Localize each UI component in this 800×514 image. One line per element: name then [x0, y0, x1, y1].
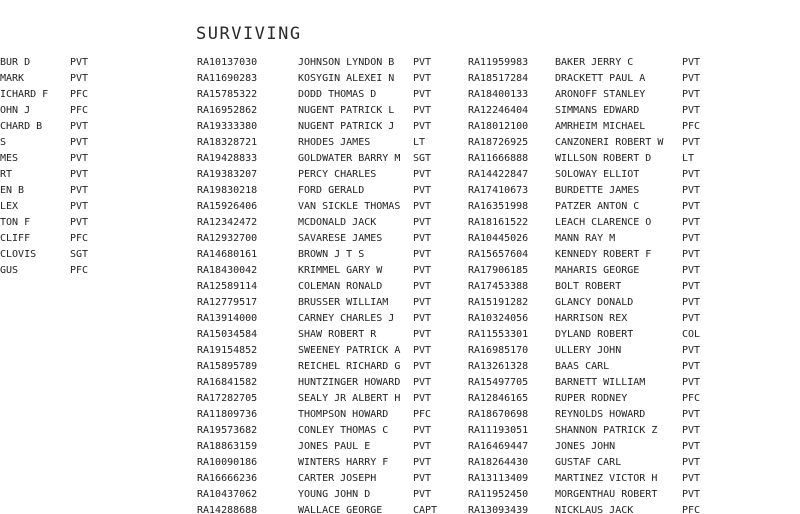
- roster-row: [468, 487, 800, 503]
- serial-number: RA11666888: [468, 153, 529, 164]
- soldier-rank: PVT: [70, 185, 89, 196]
- roster-row: [0, 87, 110, 103]
- serial-number: RA16351998: [468, 201, 529, 212]
- roster-row: [468, 359, 800, 375]
- soldier-name: CONLEY THOMAS C: [298, 425, 389, 436]
- roster-row: [197, 311, 462, 327]
- roster-row: [0, 199, 110, 215]
- soldier-name: DODD THOMAS D: [298, 89, 377, 100]
- serial-number: RA11690283: [197, 73, 258, 84]
- roster-row: [0, 119, 110, 135]
- soldier-name: PATZER ANTON C: [555, 201, 640, 212]
- soldier-rank: PVT: [413, 329, 432, 340]
- roster-row: [0, 71, 110, 87]
- roster-row: [468, 151, 800, 167]
- roster-row: [197, 423, 462, 439]
- soldier-rank: PVT: [413, 313, 432, 324]
- soldier-rank: PVT: [682, 297, 701, 308]
- soldier-rank: PFC: [413, 409, 432, 420]
- soldier-rank: PVT: [413, 73, 432, 84]
- roster-row: [468, 167, 800, 183]
- right-roster-column: [468, 55, 800, 514]
- roster-row: [197, 391, 462, 407]
- soldier-name: SIMMANS EDWARD: [555, 105, 640, 116]
- soldier-name: WALLACE GEORGE: [298, 505, 383, 514]
- roster-row: [468, 279, 800, 295]
- soldier-name: KRIMMEL GARY W: [298, 265, 383, 276]
- roster-row: [468, 423, 800, 439]
- serial-number: RA13093439: [468, 505, 529, 514]
- soldier-rank: PVT: [413, 233, 432, 244]
- soldier-name: KENNEDY ROBERT F: [555, 249, 652, 260]
- soldier-name: MARK: [0, 73, 25, 84]
- roster-row: [197, 295, 462, 311]
- soldier-name: BROWN J T S: [298, 249, 365, 260]
- serial-number: RA17282705: [197, 393, 258, 404]
- serial-number: RA11553301: [468, 329, 529, 340]
- soldier-rank: PVT: [682, 169, 701, 180]
- serial-number: RA19333380: [197, 121, 258, 132]
- roster-row: [468, 103, 800, 119]
- roster-row: [468, 471, 800, 487]
- soldier-name: SHANNON PATRICK Z: [555, 425, 658, 436]
- soldier-name: VAN SICKLE THOMAS: [298, 201, 401, 212]
- serial-number: RA12779517: [197, 297, 258, 308]
- serial-number: RA11952450: [468, 489, 529, 500]
- soldier-name: WINTERS HARRY F: [298, 457, 389, 468]
- soldier-rank: PVT: [682, 185, 701, 196]
- soldier-name: SEALY JR ALBERT H: [298, 393, 401, 404]
- soldier-rank: PVT: [70, 201, 89, 212]
- soldier-rank: PVT: [682, 313, 701, 324]
- soldier-rank: PVT: [413, 441, 432, 452]
- roster-row: [0, 55, 110, 71]
- soldier-rank: PVT: [682, 441, 701, 452]
- serial-number: RA15926406: [197, 201, 258, 212]
- soldier-rank: PVT: [682, 281, 701, 292]
- roster-row: [197, 503, 462, 514]
- roster-row: [468, 71, 800, 87]
- soldier-rank: PVT: [70, 217, 89, 228]
- roster-row: [197, 183, 462, 199]
- soldier-rank: PVT: [682, 425, 701, 436]
- serial-number: RA17410673: [468, 185, 529, 196]
- serial-number: RA13113409: [468, 473, 529, 484]
- soldier-name: GUS: [0, 265, 19, 276]
- soldier-name: DRACKETT PAUL A: [555, 73, 646, 84]
- serial-number: RA18430042: [197, 265, 258, 276]
- soldier-rank: CAPT: [413, 505, 438, 514]
- soldier-rank: PVT: [413, 377, 432, 388]
- soldier-name: TON F: [0, 217, 31, 228]
- serial-number: RA15895789: [197, 361, 258, 372]
- soldier-rank: PVT: [682, 57, 701, 68]
- soldier-name: NUGENT PATRICK J: [298, 121, 395, 132]
- soldier-rank: PVT: [70, 137, 89, 148]
- serial-number: RA10437062: [197, 489, 258, 500]
- soldier-name: JOHNSON LYNDON B: [298, 57, 395, 68]
- roster-row: [197, 455, 462, 471]
- soldier-name: KOSYGIN ALEXEI N: [298, 73, 395, 84]
- roster-row: [468, 199, 800, 215]
- soldier-name: ARONOFF STANLEY: [555, 89, 646, 100]
- serial-number: RA18517284: [468, 73, 529, 84]
- soldier-name: CLOVIS: [0, 249, 37, 260]
- roster-row: [197, 359, 462, 375]
- soldier-rank: PVT: [413, 457, 432, 468]
- soldier-rank: PVT: [682, 345, 701, 356]
- roster-row: [0, 231, 110, 247]
- soldier-name: RHODES JAMES: [298, 137, 371, 148]
- roster-row: [197, 135, 462, 151]
- soldier-rank: SGT: [413, 153, 432, 164]
- soldier-name: MANN RAY M: [555, 233, 616, 244]
- roster-row: [468, 215, 800, 231]
- roster-row: [0, 151, 110, 167]
- middle-roster-column: [197, 55, 462, 514]
- serial-number: RA14422847: [468, 169, 529, 180]
- serial-number: RA13261328: [468, 361, 529, 372]
- serial-number: RA15785322: [197, 89, 258, 100]
- roster-row: [468, 55, 800, 71]
- soldier-rank: PVT: [70, 169, 89, 180]
- page-heading: SURVIVING: [196, 24, 302, 44]
- soldier-rank: PVT: [682, 201, 701, 212]
- serial-number: RA12589114: [197, 281, 258, 292]
- serial-number: RA15657604: [468, 249, 529, 260]
- soldier-name: BAAS CARL: [555, 361, 610, 372]
- soldier-name: CLIFF: [0, 233, 31, 244]
- soldier-rank: PVT: [682, 89, 701, 100]
- roster-row: [197, 327, 462, 343]
- roster-row: [468, 183, 800, 199]
- soldier-name: S: [0, 137, 7, 148]
- soldier-name: BUR D: [0, 57, 31, 68]
- soldier-rank: PVT: [682, 249, 701, 260]
- soldier-rank: PVT: [413, 185, 432, 196]
- soldier-rank: PFC: [682, 393, 701, 404]
- serial-number: RA16469447: [468, 441, 529, 452]
- roster-row: [197, 151, 462, 167]
- serial-number: RA19428833: [197, 153, 258, 164]
- soldier-name: CANZONERI ROBERT W: [555, 137, 664, 148]
- roster-row: [197, 199, 462, 215]
- soldier-rank: PVT: [682, 361, 701, 372]
- soldier-name: GOLDWATER BARRY M: [298, 153, 401, 164]
- soldier-rank: PVT: [682, 377, 701, 388]
- soldier-rank: PVT: [682, 233, 701, 244]
- soldier-name: GUSTAF CARL: [555, 457, 622, 468]
- roster-row: [468, 503, 800, 514]
- soldier-name: EN B: [0, 185, 25, 196]
- soldier-name: NICKLAUS JACK: [555, 505, 634, 514]
- serial-number: RA10137030: [197, 57, 258, 68]
- soldier-rank: PVT: [413, 201, 432, 212]
- roster-row: [468, 263, 800, 279]
- roster-row: [197, 375, 462, 391]
- serial-number: RA10090186: [197, 457, 258, 468]
- roster-row: [197, 231, 462, 247]
- soldier-rank: PVT: [413, 217, 432, 228]
- roster-row: [197, 263, 462, 279]
- soldier-name: RT: [0, 169, 13, 180]
- soldier-rank: PVT: [413, 489, 432, 500]
- serial-number: RA18863159: [197, 441, 258, 452]
- serial-number: RA15034584: [197, 329, 258, 340]
- roster-row: [468, 247, 800, 263]
- roster-row: [197, 55, 462, 71]
- soldier-name: SAVARESE JAMES: [298, 233, 383, 244]
- soldier-name: MARTINEZ VICTOR H: [555, 473, 658, 484]
- soldier-name: COLEMAN RONALD: [298, 281, 383, 292]
- soldier-name: BARNETT WILLIAM: [555, 377, 646, 388]
- roster-row: [197, 343, 462, 359]
- serial-number: RA18670698: [468, 409, 529, 420]
- serial-number: RA10445026: [468, 233, 529, 244]
- serial-number: RA19383207: [197, 169, 258, 180]
- serial-number: RA18328721: [197, 137, 258, 148]
- soldier-rank: PFC: [70, 233, 89, 244]
- roster-row: [197, 247, 462, 263]
- soldier-rank: LT: [413, 137, 426, 148]
- roster-row: [0, 183, 110, 199]
- soldier-name: NUGENT PATRICK L: [298, 105, 395, 116]
- soldier-rank: PFC: [682, 505, 701, 514]
- serial-number: RA19830218: [197, 185, 258, 196]
- soldier-name: CHARD B: [0, 121, 43, 132]
- roster-row: [468, 375, 800, 391]
- soldier-rank: PVT: [70, 153, 89, 164]
- soldier-name: CARNEY CHARLES J: [298, 313, 395, 324]
- soldier-rank: PVT: [413, 393, 432, 404]
- soldier-name: BAKER JERRY C: [555, 57, 634, 68]
- serial-number: RA16952862: [197, 105, 258, 116]
- soldier-rank: PFC: [682, 121, 701, 132]
- roster-row: [468, 135, 800, 151]
- roster-row: [468, 327, 800, 343]
- serial-number: RA13914000: [197, 313, 258, 324]
- serial-number: RA18726925: [468, 137, 529, 148]
- soldier-rank: SGT: [70, 249, 89, 260]
- roster-row: [197, 87, 462, 103]
- roster-row: [0, 103, 110, 119]
- soldier-name: LEX: [0, 201, 19, 212]
- roster-row: [197, 71, 462, 87]
- serial-number: RA15497705: [468, 377, 529, 388]
- soldier-rank: PVT: [413, 169, 432, 180]
- roster-row: [197, 119, 462, 135]
- soldier-rank: PVT: [413, 473, 432, 484]
- soldier-rank: PVT: [413, 121, 432, 132]
- soldier-rank: PVT: [70, 73, 89, 84]
- roster-row: [468, 311, 800, 327]
- soldier-name: LEACH CLARENCE O: [555, 217, 652, 228]
- soldier-name: BOLT ROBERT: [555, 281, 622, 292]
- roster-row: [197, 103, 462, 119]
- roster-row: [197, 215, 462, 231]
- serial-number: RA11193051: [468, 425, 529, 436]
- roster-row: [0, 135, 110, 151]
- soldier-rank: PVT: [413, 345, 432, 356]
- serial-number: RA18161522: [468, 217, 529, 228]
- soldier-rank: LT: [682, 153, 695, 164]
- soldier-name: ULLERY JOHN: [555, 345, 622, 356]
- soldier-name: RUPER RODNEY: [555, 393, 628, 404]
- roster-row: [0, 215, 110, 231]
- soldier-rank: PVT: [682, 137, 701, 148]
- soldier-rank: PVT: [413, 57, 432, 68]
- serial-number: RA16841582: [197, 377, 258, 388]
- soldier-name: REICHEL RICHARD G: [298, 361, 401, 372]
- soldier-rank: PVT: [413, 425, 432, 436]
- soldier-rank: PVT: [413, 281, 432, 292]
- roster-row: [468, 407, 800, 423]
- serial-number: RA12846165: [468, 393, 529, 404]
- serial-number: RA18400133: [468, 89, 529, 100]
- roster-row: [197, 279, 462, 295]
- soldier-rank: PVT: [682, 489, 701, 500]
- soldier-rank: PFC: [70, 89, 89, 100]
- soldier-rank: PVT: [413, 249, 432, 260]
- serial-number: RA12246404: [468, 105, 529, 116]
- soldier-name: FORD GERALD: [298, 185, 365, 196]
- roster-row: [197, 407, 462, 423]
- soldier-rank: PVT: [413, 89, 432, 100]
- soldier-rank: PVT: [682, 473, 701, 484]
- soldier-rank: PVT: [682, 73, 701, 84]
- soldier-name: BURDETTE JAMES: [555, 185, 640, 196]
- serial-number: RA18012100: [468, 121, 529, 132]
- roster-row: [468, 231, 800, 247]
- soldier-name: REYNOLDS HOWARD: [555, 409, 646, 420]
- serial-number: RA11959983: [468, 57, 529, 68]
- soldier-name: MORGENTHAU ROBERT: [555, 489, 658, 500]
- soldier-name: SWEENEY PATRICK A: [298, 345, 401, 356]
- roster-row: [468, 391, 800, 407]
- soldier-name: MAHARIS GEORGE: [555, 265, 640, 276]
- soldier-name: YOUNG JOHN D: [298, 489, 371, 500]
- roster-row: [0, 263, 110, 279]
- soldier-name: CARTER JOSEPH: [298, 473, 377, 484]
- soldier-name: HUNTZINGER HOWARD: [298, 377, 401, 388]
- soldier-name: HARRISON REX: [555, 313, 628, 324]
- soldier-name: MCDONALD JACK: [298, 217, 377, 228]
- soldier-name: OHN J: [0, 105, 31, 116]
- serial-number: RA10324056: [468, 313, 529, 324]
- soldier-name: THOMPSON HOWARD: [298, 409, 389, 420]
- roster-row: [468, 455, 800, 471]
- serial-number: RA19573682: [197, 425, 258, 436]
- serial-number: RA16985170: [468, 345, 529, 356]
- soldier-rank: COL: [682, 329, 701, 340]
- soldier-name: MES: [0, 153, 19, 164]
- soldier-name: BRUSSER WILLIAM: [298, 297, 389, 308]
- serial-number: RA14288688: [197, 505, 258, 514]
- soldier-rank: PVT: [682, 409, 701, 420]
- soldier-name: ICHARD F: [0, 89, 49, 100]
- soldier-rank: PVT: [70, 57, 89, 68]
- serial-number: RA14680161: [197, 249, 258, 260]
- roster-row: [0, 167, 110, 183]
- soldier-rank: PVT: [413, 265, 432, 276]
- soldier-rank: PVT: [413, 297, 432, 308]
- soldier-rank: PVT: [682, 217, 701, 228]
- serial-number: RA16666236: [197, 473, 258, 484]
- soldier-rank: PVT: [413, 361, 432, 372]
- roster-row: [468, 343, 800, 359]
- soldier-rank: PVT: [70, 121, 89, 132]
- soldier-name: PERCY CHARLES: [298, 169, 377, 180]
- soldier-name: DYLAND ROBERT: [555, 329, 634, 340]
- left-roster-column: [0, 55, 110, 279]
- roster-row: [197, 167, 462, 183]
- serial-number: RA12932700: [197, 233, 258, 244]
- roster-row: [468, 295, 800, 311]
- soldier-name: JONES JOHN: [555, 441, 616, 452]
- serial-number: RA17453388: [468, 281, 529, 292]
- soldier-rank: PFC: [70, 265, 89, 276]
- roster-row: [468, 87, 800, 103]
- soldier-name: WILLSON ROBERT D: [555, 153, 652, 164]
- roster-row: [197, 439, 462, 455]
- roster-row: [0, 247, 110, 263]
- soldier-rank: PVT: [413, 105, 432, 116]
- soldier-rank: PVT: [682, 457, 701, 468]
- soldier-name: JONES PAUL E: [298, 441, 371, 452]
- serial-number: RA15191282: [468, 297, 529, 308]
- soldier-rank: PVT: [682, 265, 701, 276]
- roster-row: [468, 119, 800, 135]
- roster-row: [197, 471, 462, 487]
- serial-number: RA17906185: [468, 265, 529, 276]
- serial-number: RA19154852: [197, 345, 258, 356]
- soldier-name: GLANCY DONALD: [555, 297, 634, 308]
- serial-number: RA11809736: [197, 409, 258, 420]
- serial-number: RA12342472: [197, 217, 258, 228]
- soldier-name: AMRHEIM MICHAEL: [555, 121, 646, 132]
- soldier-name: SOLOWAY ELLIOT: [555, 169, 640, 180]
- roster-row: [468, 439, 800, 455]
- soldier-rank: PVT: [682, 105, 701, 116]
- roster-row: [197, 487, 462, 503]
- soldier-name: SHAW ROBERT R: [298, 329, 377, 340]
- serial-number: RA18264430: [468, 457, 529, 468]
- soldier-rank: PFC: [70, 105, 89, 116]
